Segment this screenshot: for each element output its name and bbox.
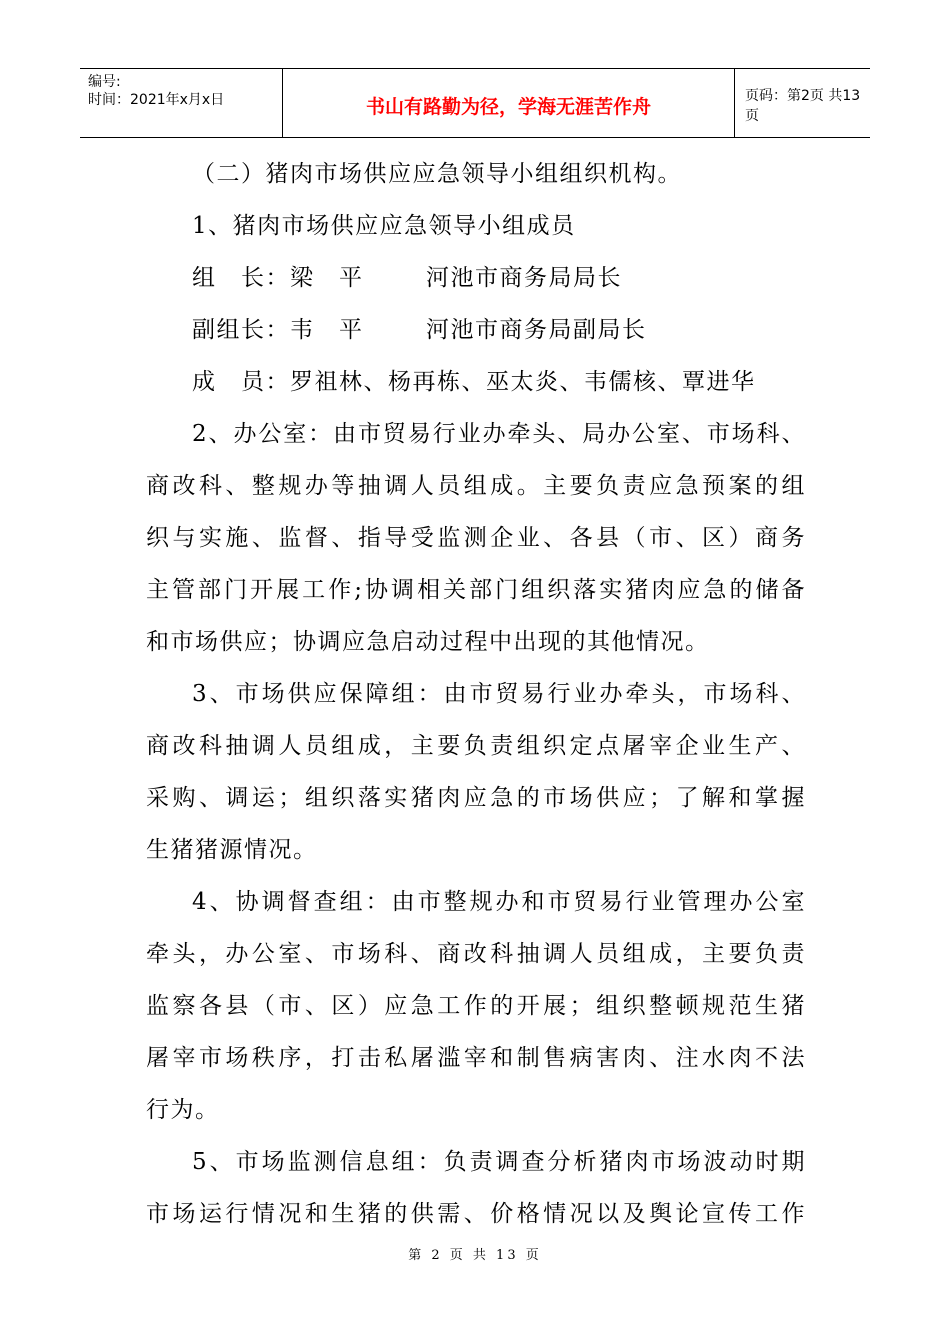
paragraph-line: 3、市场供应保障组：由市贸易行业办牵头，市场科、	[192, 681, 806, 707]
paragraph-line: 监察各县（市、区）应急工作的开展；组织整顿规范生猪	[146, 993, 806, 1019]
section-heading: （二）猪肉市场供应应急领导小组组织机构。	[192, 161, 682, 187]
paragraph-line: 商改科抽调人员组成，主要负责组织定点屠宰企业生产、	[146, 733, 806, 759]
paragraph-line: 和市场供应；协调应急启动过程中出现的其他情况。	[146, 629, 710, 655]
paragraph-line: 牵头，办公室、市场科、商改科抽调人员组成，主要负责	[146, 941, 806, 967]
paragraph-line: 4、协调督查组：由市整规办和市贸易行业管理办公室	[192, 889, 806, 915]
paragraph-line: 织与实施、监督、指导受监测企业、各县（市、区）商务	[146, 525, 806, 551]
page-header	[80, 68, 870, 138]
paragraph-line: 2、办公室：由市贸易行业办牵头、局办公室、市场科、	[192, 421, 806, 447]
leader-name: 组 长：梁 平	[192, 265, 364, 291]
members-line: 成 员：罗祖林、杨再栋、巫太炎、韦儒核、覃进华	[192, 369, 756, 395]
leader-title: 河池市商务局局长	[426, 265, 622, 291]
paragraph-line: 主管部门开展工作;协调相关部门组织落实猪肉应急的储备	[146, 577, 806, 603]
paragraph-line: 采购、调运；组织落实猪肉应急的市场供应；了解和掌握	[146, 785, 806, 811]
paragraph-line: 行为。	[146, 1097, 220, 1123]
paragraph-line: 1、猪肉市场供应应急领导小组成员	[192, 213, 576, 239]
date-label: 时间：2021年x月x日	[88, 92, 225, 108]
page-footer: 第 2 页 共 13 页	[408, 1248, 542, 1263]
paragraph-line: 5、市场监测信息组：负责调查分析猪肉市场波动时期	[192, 1149, 806, 1175]
paragraph-line: 商改科、整规办等抽调人员组成。主要负责应急预案的组	[146, 473, 806, 499]
header-meta	[80, 69, 282, 137]
deputy-title: 河池市商务局副局长	[426, 317, 647, 343]
code-label: 编号:	[88, 74, 121, 90]
header-page-info: 页码：第2页 共13页	[745, 88, 861, 124]
deputy-name: 副组长：韦 平	[192, 317, 364, 343]
paragraph-line: 屠宰市场秩序，打击私屠滥宰和制售病害肉、注水肉不法	[146, 1045, 806, 1071]
paragraph-line: 市场运行情况和生猪的供需、价格情况以及舆论宣传工作	[146, 1201, 806, 1227]
header-motto: 书山有路勤为径，学海无涯苦作舟	[282, 69, 735, 137]
paragraph-line: 生猪猪源情况。	[146, 837, 318, 863]
